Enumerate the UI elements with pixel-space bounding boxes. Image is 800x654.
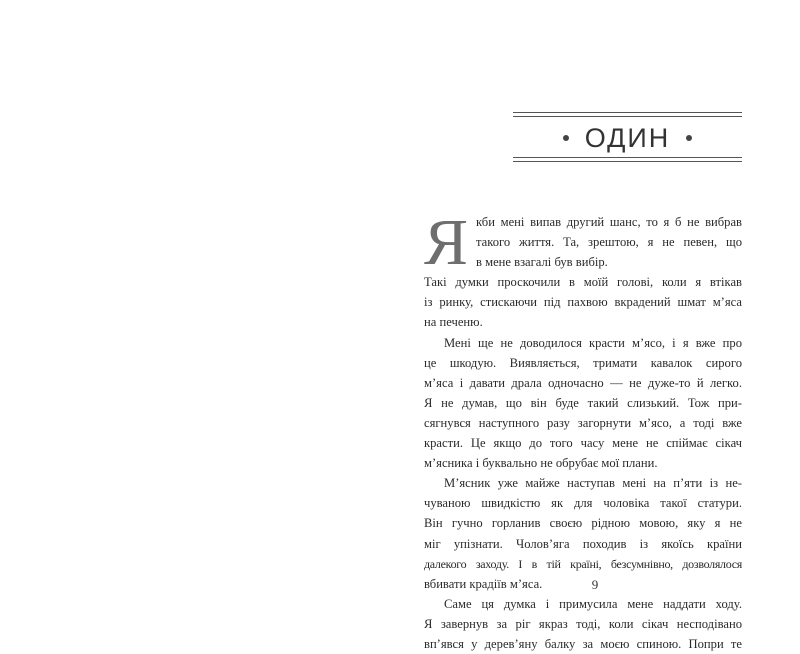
text-line: міг упізнати. Чолов’яга походив із якоїсь країни — [424, 536, 742, 551]
chapter-title-text: ОДИН — [584, 123, 671, 153]
text-line: в мене взагалі був вибір. — [476, 255, 608, 270]
chapter-title — [513, 121, 742, 155]
text-line: Він гучно горланив своєю рідною мовою, яку я не — [424, 516, 742, 531]
top-rule-inner — [513, 116, 742, 117]
text-line: м’яса і давати драла одночасно — не дуже-то й легко. — [424, 375, 742, 390]
text-line: Такі думки проскочили в моїй голові, коли я втікав — [424, 275, 742, 290]
text-line: вбивати крадіїв м’яса. — [424, 576, 543, 591]
text-line: Саме ця думка і примусила мене наддати ходу. — [444, 596, 742, 611]
text-line: Мені ще не доводилося красти м’ясо, і я вже про — [444, 335, 742, 350]
text-line: вп’явся у дерев’яну балку за моєю спиною. Попри те — [424, 636, 742, 651]
text-line: такого життя. Та, зрештою, я не певен, що — [476, 235, 742, 250]
text-line: це шкодую. Виявляється, тримати кавалок сирого — [424, 355, 742, 370]
text-line: чуваною швидкістю як для чоловіка такої статури. — [424, 496, 742, 511]
text-line: м’ясника і буквально не обрубає мої плани. — [424, 456, 658, 471]
text-line: Я не думав, що він буде такий слизький. Тож при- — [424, 395, 742, 410]
text-line: із ринку, стискаючи під пахвою вкрадений шмат м’яса — [424, 295, 742, 310]
top-rule — [513, 112, 742, 113]
text-line: Я завернув за ріг якраз тоді, коли сікач несподівано — [424, 616, 742, 631]
left-page-blank — [0, 0, 400, 616]
drop-cap: Я — [424, 206, 469, 279]
text-line: далекого заходу. І в тій країні, безсумнівно, дозволялося — [424, 556, 742, 571]
text-line: М’ясник уже майже наступав мені на п’яти із не- — [444, 476, 742, 491]
text-line: красти. Це якщо до того часу мене не спіймає сікач — [424, 436, 742, 451]
bottom-rule-inner — [513, 157, 742, 158]
text-line: кби мені випав другий шанс, то я б не вибрав — [476, 215, 742, 229]
bullet-left-icon — [563, 135, 569, 141]
chapter-heading — [513, 112, 742, 162]
bottom-rule — [513, 161, 742, 162]
page-number: 9 — [591, 577, 599, 592]
text-line: на печеню. — [424, 315, 483, 330]
bullet-right-icon — [686, 135, 692, 141]
text-line: сягнувся наступного разу загорнути м’ясо, а тоді вже — [424, 415, 742, 430]
